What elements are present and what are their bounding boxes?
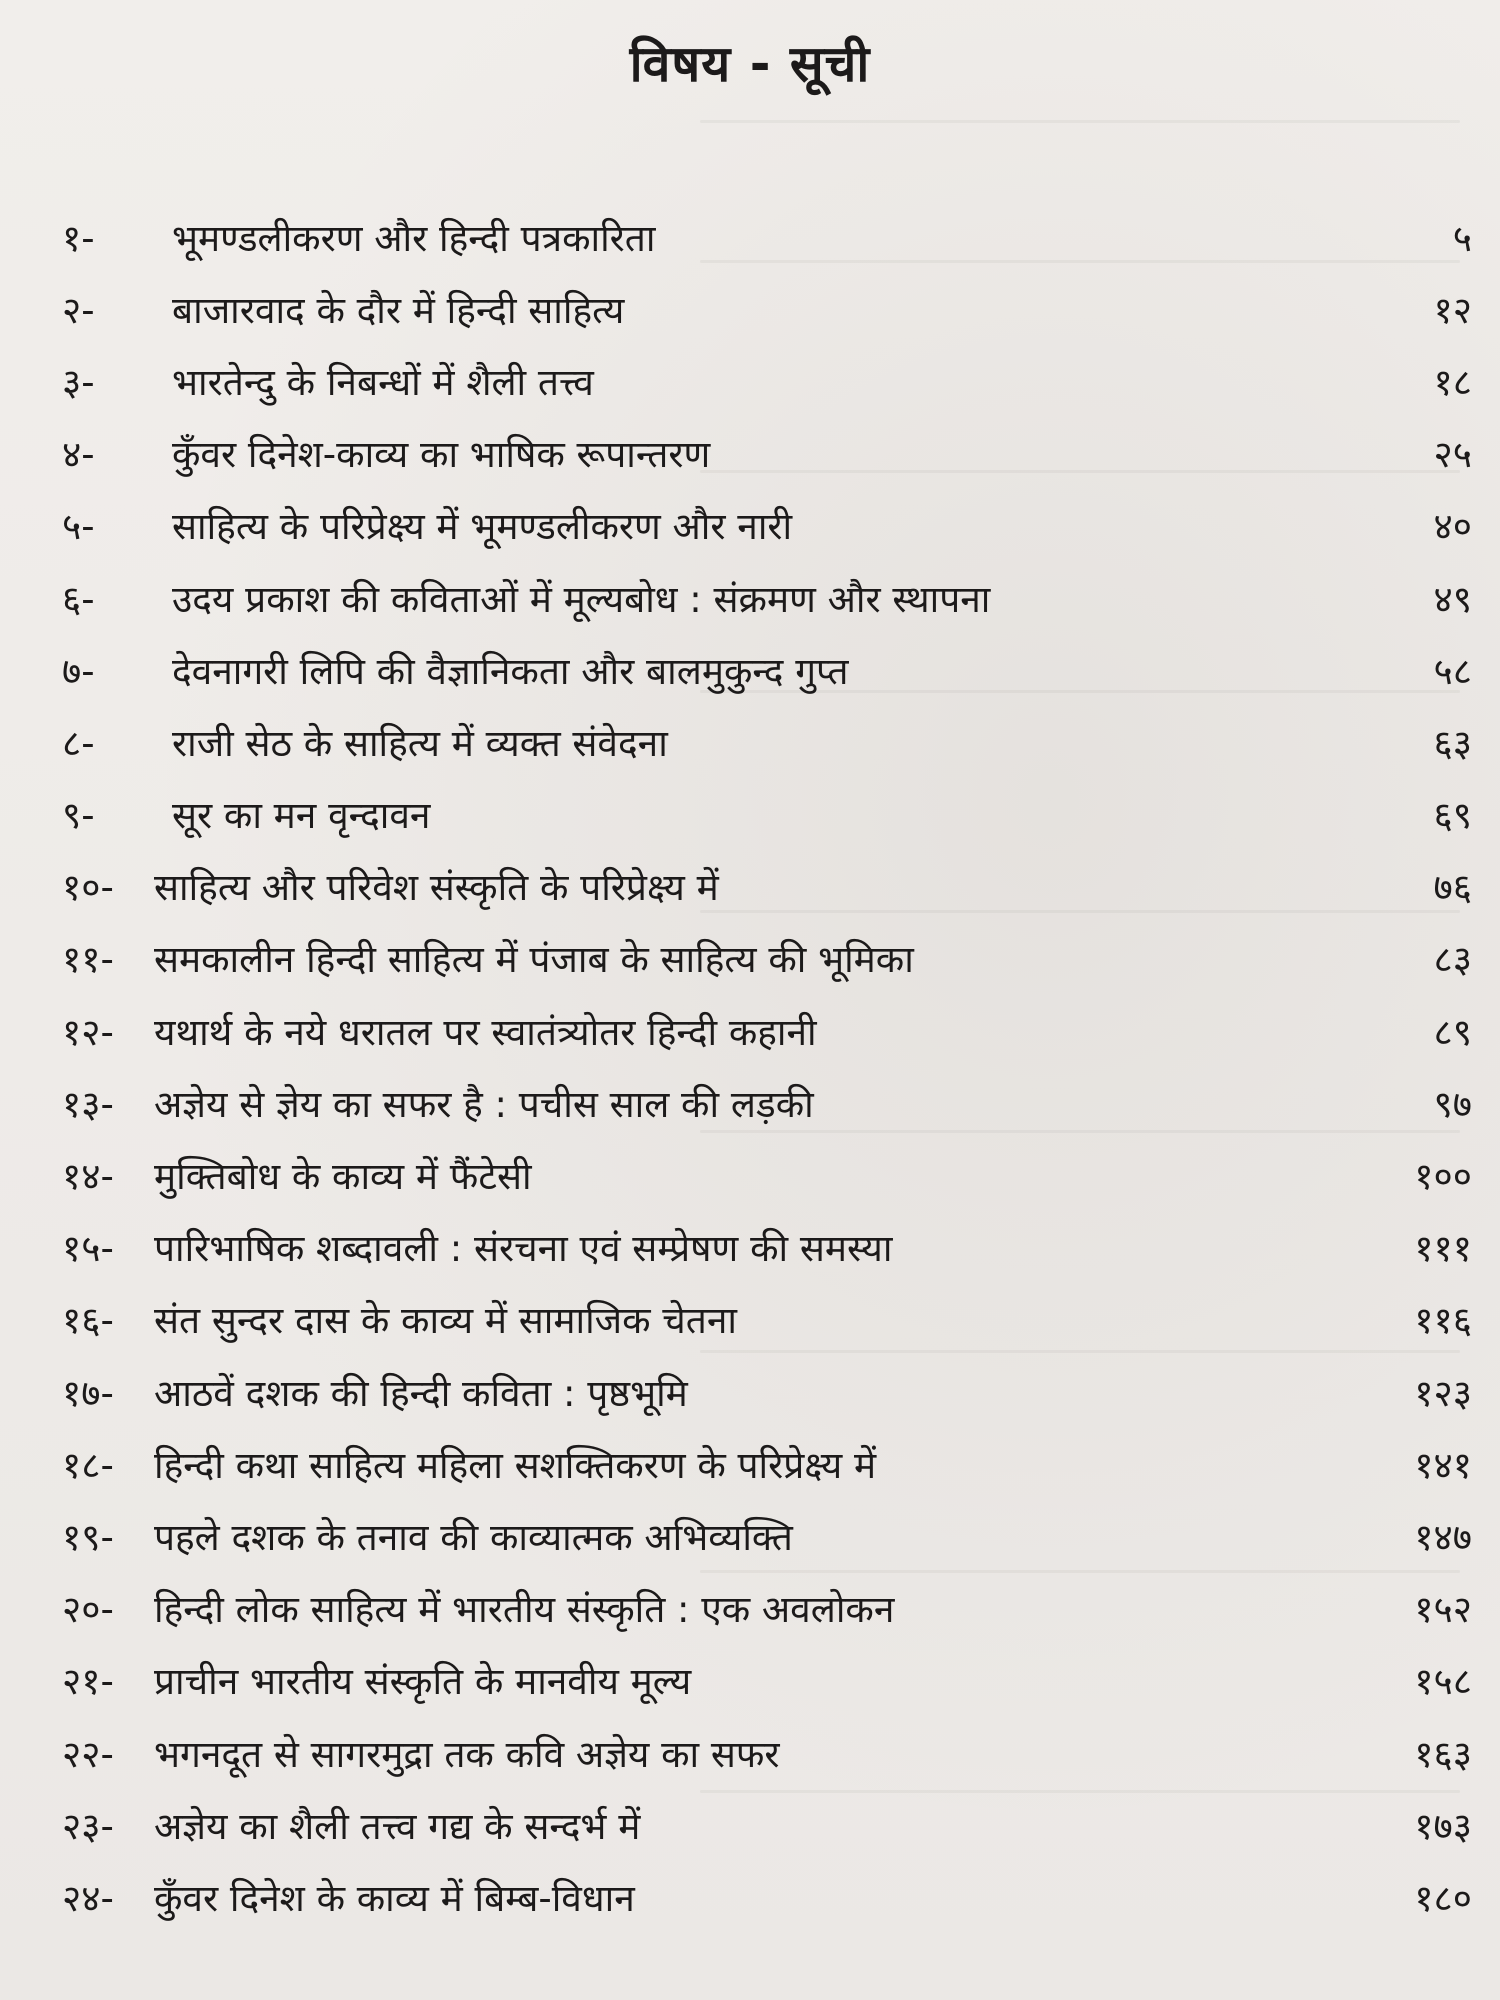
toc-entry	[62, 1355, 1472, 1427]
entry-number: २-	[62, 288, 95, 332]
entry-title: संत सुन्दर दास के काव्य में सामाजिक चेतना	[154, 1299, 738, 1343]
toc-entry	[62, 561, 1472, 633]
entry-title: समकालीन हिन्दी साहित्य में पंजाब के साहित्य की भूमिका	[154, 938, 914, 982]
entry-title: भूमण्डलीकरण और हिन्दी पत्रकारिता	[172, 216, 656, 260]
entry-number: १३-	[62, 1082, 114, 1126]
toc-entry	[62, 1716, 1472, 1788]
entry-number: १९-	[62, 1515, 114, 1559]
entry-page-number: २५	[1433, 433, 1472, 477]
toc-entry	[62, 1788, 1472, 1860]
entry-number: १७-	[62, 1371, 114, 1415]
toc-entry	[62, 1572, 1472, 1644]
entry-title: अज्ञेय का शैली तत्त्व गद्य के सन्दर्भ में	[154, 1804, 641, 1848]
entry-number: ३-	[62, 360, 95, 404]
entry-number: १२-	[62, 1010, 114, 1054]
entry-page-number: ४९	[1433, 577, 1472, 621]
entry-number: ८-	[62, 721, 95, 765]
entry-number: २२-	[62, 1732, 114, 1776]
entry-number: २१-	[62, 1660, 114, 1704]
toc-entry	[62, 633, 1472, 705]
entry-title: सूर का मन वृन्दावन	[172, 794, 431, 838]
entry-title: हिन्दी लोक साहित्य में भारतीय संस्कृति : एक अवलोकन	[154, 1588, 895, 1632]
toc-entry	[62, 1066, 1472, 1138]
entry-page-number: ७६	[1433, 866, 1472, 910]
entry-number: २४-	[62, 1876, 114, 1920]
toc-entry	[62, 200, 1472, 272]
entry-page-number: १८	[1433, 360, 1472, 404]
entry-page-number: १००	[1414, 1155, 1472, 1199]
entry-number: १५-	[62, 1227, 114, 1271]
entry-title: उदय प्रकाश की कविताओं में मूल्यबोध : संक्रमण और स्थापना	[172, 577, 991, 621]
entry-number: १८-	[62, 1443, 114, 1487]
entry-title: साहित्य और परिवेश संस्कृति के परिप्रेक्ष्य में	[154, 866, 719, 910]
entry-title: हिन्दी कथा साहित्य महिला सशक्तिकरण के परिप्रेक्ष्य में	[154, 1443, 877, 1487]
entry-title: भगनदूत से सागरमुद्रा तक कवि अज्ञेय का सफर	[154, 1732, 780, 1776]
bleed-through-line	[700, 120, 1460, 123]
entry-page-number: ११६	[1414, 1299, 1472, 1343]
toc-entry	[62, 922, 1472, 994]
entry-number: २३-	[62, 1804, 114, 1848]
toc-entry	[62, 344, 1472, 416]
entry-number: १६-	[62, 1299, 114, 1343]
entry-page-number: १४१	[1414, 1443, 1472, 1487]
toc-entry	[62, 1283, 1472, 1355]
entry-page-number: १६३	[1414, 1732, 1472, 1776]
toc-entry	[62, 1860, 1472, 1932]
entry-number: २०-	[62, 1588, 114, 1632]
entry-title: देवनागरी लिपि की वैज्ञानिकता और बालमुकुन्द गुप्त	[172, 649, 849, 693]
toc-entry	[62, 417, 1472, 489]
entry-title: पारिभाषिक शब्दावली : संरचना एवं सम्प्रेषण की समस्या	[154, 1227, 893, 1271]
entry-page-number: १२३	[1414, 1371, 1472, 1415]
toc-entry	[62, 272, 1472, 344]
entry-page-number: १४७	[1414, 1515, 1472, 1559]
toc-entry	[62, 1138, 1472, 1210]
entry-title: साहित्य के परिप्रेक्ष्य में भूमण्डलीकरण और नारी	[172, 505, 793, 549]
entry-number: १४-	[62, 1155, 114, 1199]
entry-page-number: ५	[1452, 216, 1472, 260]
entry-number: ६-	[62, 577, 95, 621]
entry-page-number: ८९	[1433, 1010, 1472, 1054]
entry-page-number: १५८	[1414, 1660, 1472, 1704]
entry-title: पहले दशक के तनाव की काव्यात्मक अभिव्यक्ति	[154, 1515, 793, 1559]
entry-page-number: १८०	[1414, 1876, 1472, 1920]
toc-entry	[62, 850, 1472, 922]
entry-number: १-	[62, 216, 95, 260]
entry-title: कुँवर दिनेश के काव्य में बिम्ब-विधान	[154, 1876, 635, 1920]
toc-entry	[62, 1644, 1472, 1716]
toc-entry	[62, 1499, 1472, 1571]
entry-title: कुँवर दिनेश-काव्य का भाषिक रूपान्तरण	[172, 433, 711, 477]
entry-title: अज्ञेय से ज्ञेय का सफर है : पचीस साल की लड़की	[154, 1082, 814, 1126]
entry-page-number: ६९	[1433, 794, 1472, 838]
toc-entry	[62, 994, 1472, 1066]
entry-number: ४-	[62, 433, 95, 477]
entry-title: भारतेन्दु के निबन्धों में शैली तत्त्व	[172, 360, 594, 404]
entry-title: राजी सेठ के साहित्य में व्यक्त संवेदना	[172, 721, 668, 765]
entry-number: १०-	[62, 866, 114, 910]
entry-title: आठवें दशक की हिन्दी कविता : पृष्ठभूमि	[154, 1371, 688, 1415]
toc-entry	[62, 1427, 1472, 1499]
entry-page-number: १११	[1414, 1227, 1472, 1271]
toc-entry	[62, 778, 1472, 850]
toc-entry	[62, 705, 1472, 777]
entry-title: यथार्थ के नये धरातल पर स्वातंत्र्योतर हिन्दी कहानी	[154, 1010, 817, 1054]
entry-title: बाजारवाद के दौर में हिन्दी साहित्य	[172, 288, 625, 332]
entry-page-number: १७३	[1414, 1804, 1472, 1848]
entry-page-number: ६३	[1433, 721, 1472, 765]
toc-entry	[62, 1211, 1472, 1283]
entry-number: ५-	[62, 505, 95, 549]
entry-number: ९-	[62, 794, 95, 838]
toc-entry	[62, 489, 1472, 561]
table-of-contents	[62, 200, 1472, 1933]
entry-number: ११-	[62, 938, 114, 982]
entry-page-number: ४०	[1433, 505, 1472, 549]
entry-title: प्राचीन भारतीय संस्कृति के मानवीय मूल्य	[154, 1660, 692, 1704]
page-title: विषय - सूची	[629, 35, 871, 93]
entry-page-number: ८३	[1433, 938, 1472, 982]
entry-number: ७-	[62, 649, 95, 693]
entry-title: मुक्तिबोध के काव्य में फैंटेसी	[154, 1155, 532, 1199]
entry-page-number: ९७	[1433, 1082, 1472, 1126]
entry-page-number: ५८	[1433, 649, 1472, 693]
entry-page-number: १२	[1433, 288, 1472, 332]
entry-page-number: १५२	[1414, 1588, 1472, 1632]
